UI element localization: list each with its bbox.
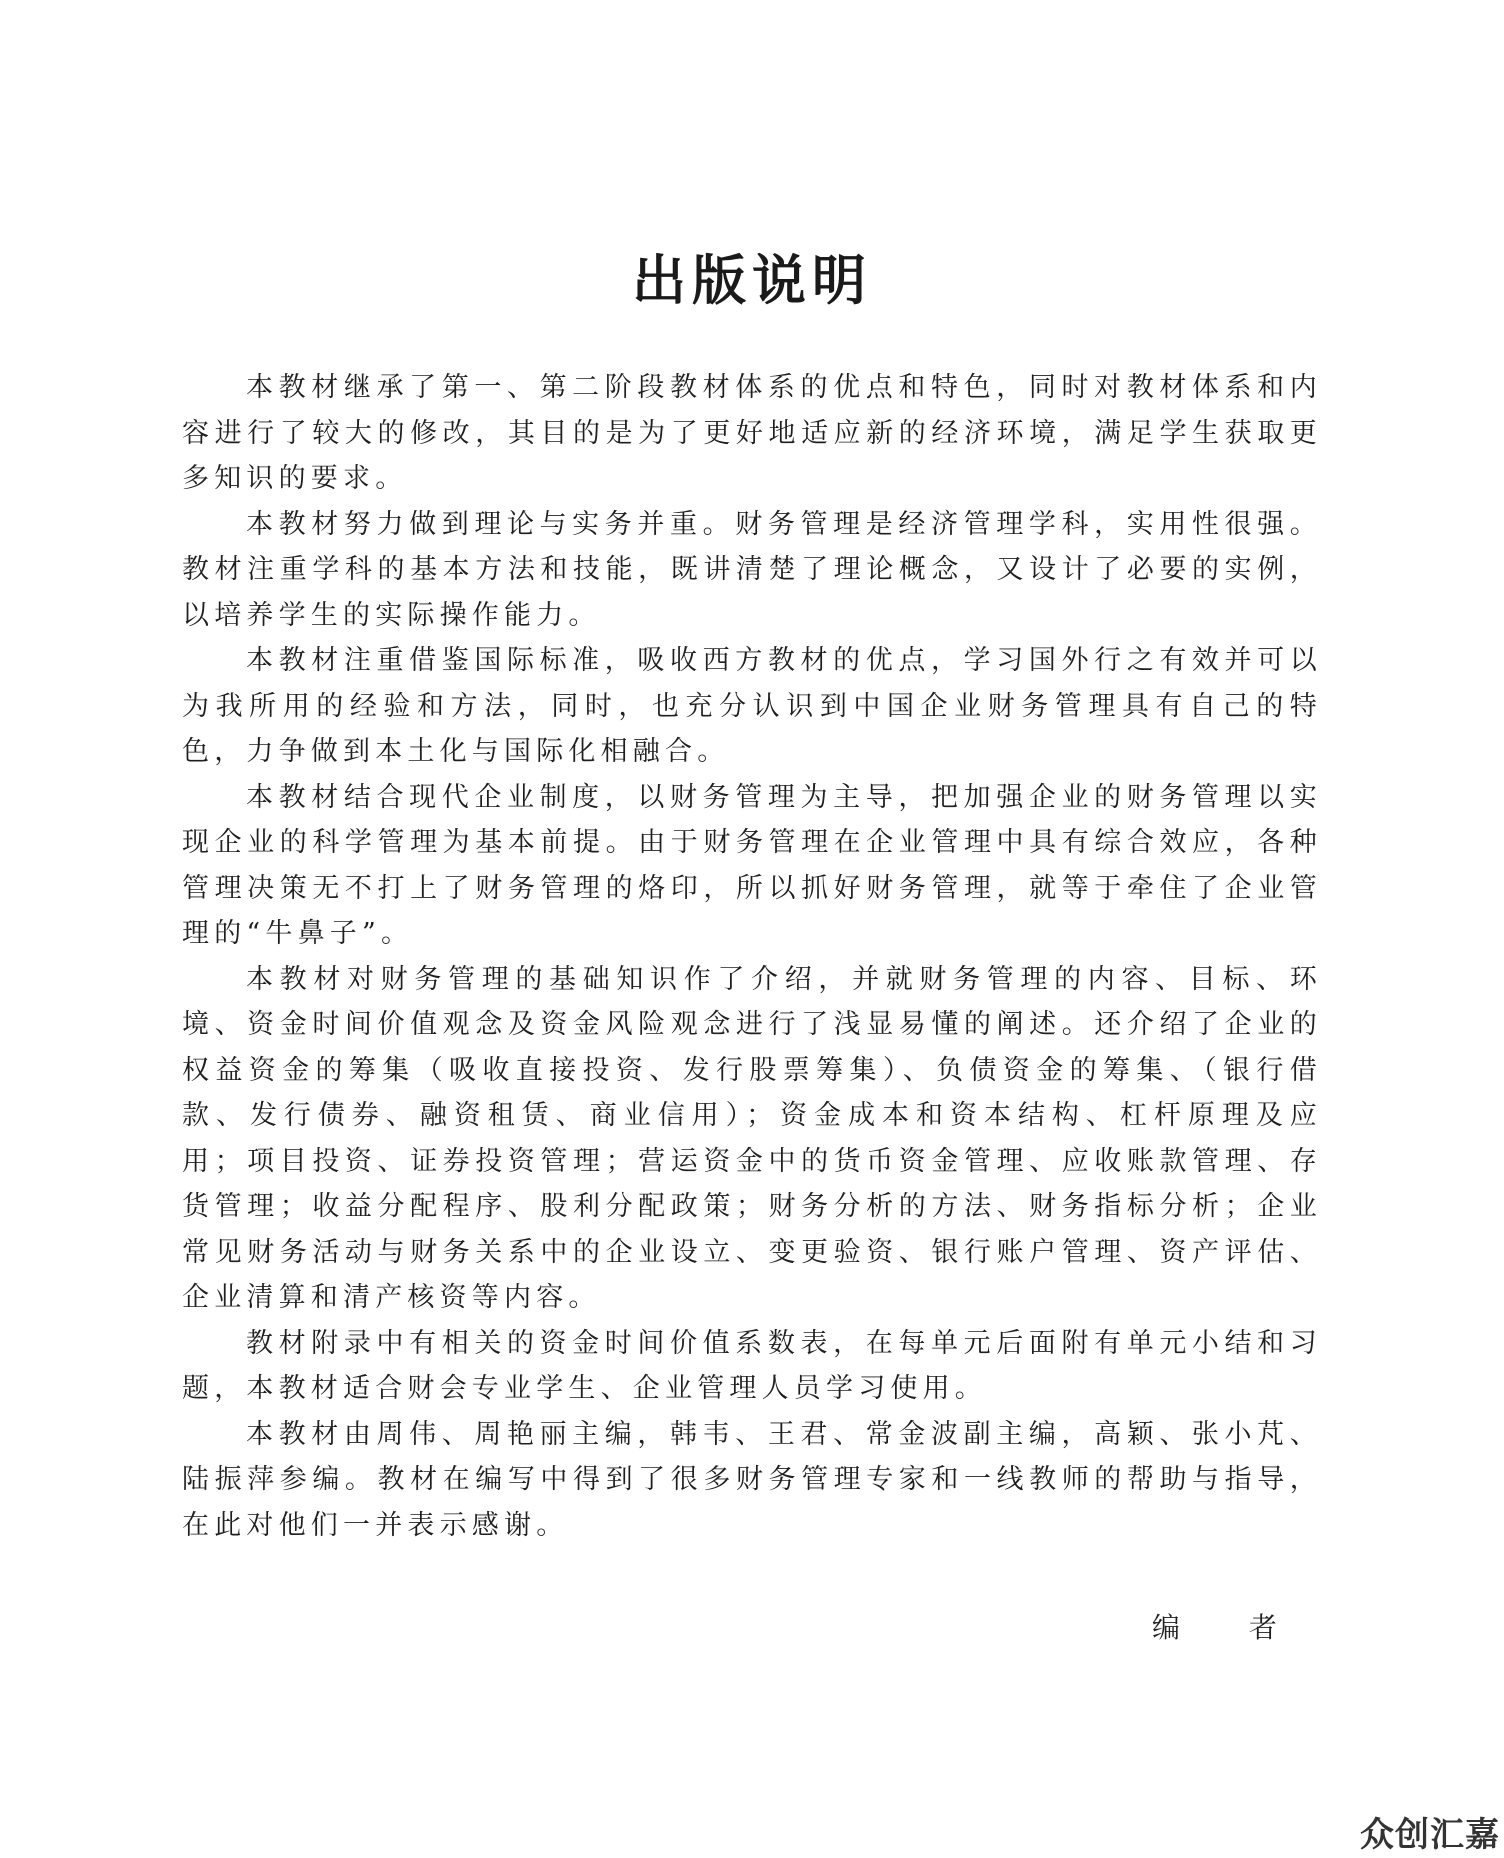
- paragraph: 教材附录中有相关的资金时间价值系数表，在每单元后面附有单元小结和习题，本教材适合财会专业学生、企业管理人员学习使用。: [182, 1327, 1322, 1404]
- watermark: 众创汇嘉: [1360, 1815, 1500, 1855]
- paragraph: 本教材对财务管理的基础知识作了介绍，并就财务管理的内容、目标、环境、资金时间价值观念及资金风险观念进行了浅显易懂的阐述。还介绍了企业的权益资金的筹集（吸收直接投资、发行股票筹集）、负债资金的筹集、（银行借款、发行债券、融资租赁、商业信用）；资金成本和资本结构、杠杆原理及应用；项目投资、证券投资管理；营运资金中的货币资金管理、应收账款管理、存货管理；收益分配程序、股利分配政策；财务分析的方法、财务指标分析；企业常见财务活动与财务关系中的企业设立、变更验资、银行账户管理、资产评估、企业清算和清产核资等内容。: [182, 963, 1322, 1313]
- paragraph: 本教材由周伟、周艳丽主编，韩韦、王君、常金波副主编，高颖、张小芃、陆振萍参编。教材在编写中得到了很多财务管理专家和一线教师的帮助与指导，在此对他们一并表示感谢。: [182, 1418, 1322, 1541]
- paragraph: 本教材努力做到理论与实务并重。财务管理是经济管理学科，实用性很强。教材注重学科的基本方法和技能，既讲清楚了理论概念，又设计了必要的实例，以培养学生的实际操作能力。: [182, 508, 1322, 631]
- paragraph: 本教材注重借鉴国际标准，吸收西方教材的优点，学习国外行之有效并可以为我所用的经验和方法，同时，也充分认识到中国企业财务管理具有自己的特色，力争做到本土化与国际化相融合。: [182, 645, 1322, 767]
- paragraph: 本教材结合现代企业制度，以财务管理为主导，把加强企业的财务管理以实现企业的科学管理为基本前提。由于财务管理在企业管理中具有综合效应，各种管理决策无不打上了财务管理的烙印，所以抓好财务管理，就等于牵住了企业管理的“牛鼻子”。: [182, 781, 1322, 949]
- author-signature: 编 者: [1152, 1611, 1307, 1644]
- document-body: [182, 365, 1322, 1548]
- page-title: 出版说明: [632, 248, 872, 312]
- paragraph: 本教材继承了第一、第二阶段教材体系的优点和特色，同时对教材体系和内容进行了较大的修改，其目的是为了更好地适应新的经济环境，满足学生获取更多知识的要求。: [182, 372, 1322, 494]
